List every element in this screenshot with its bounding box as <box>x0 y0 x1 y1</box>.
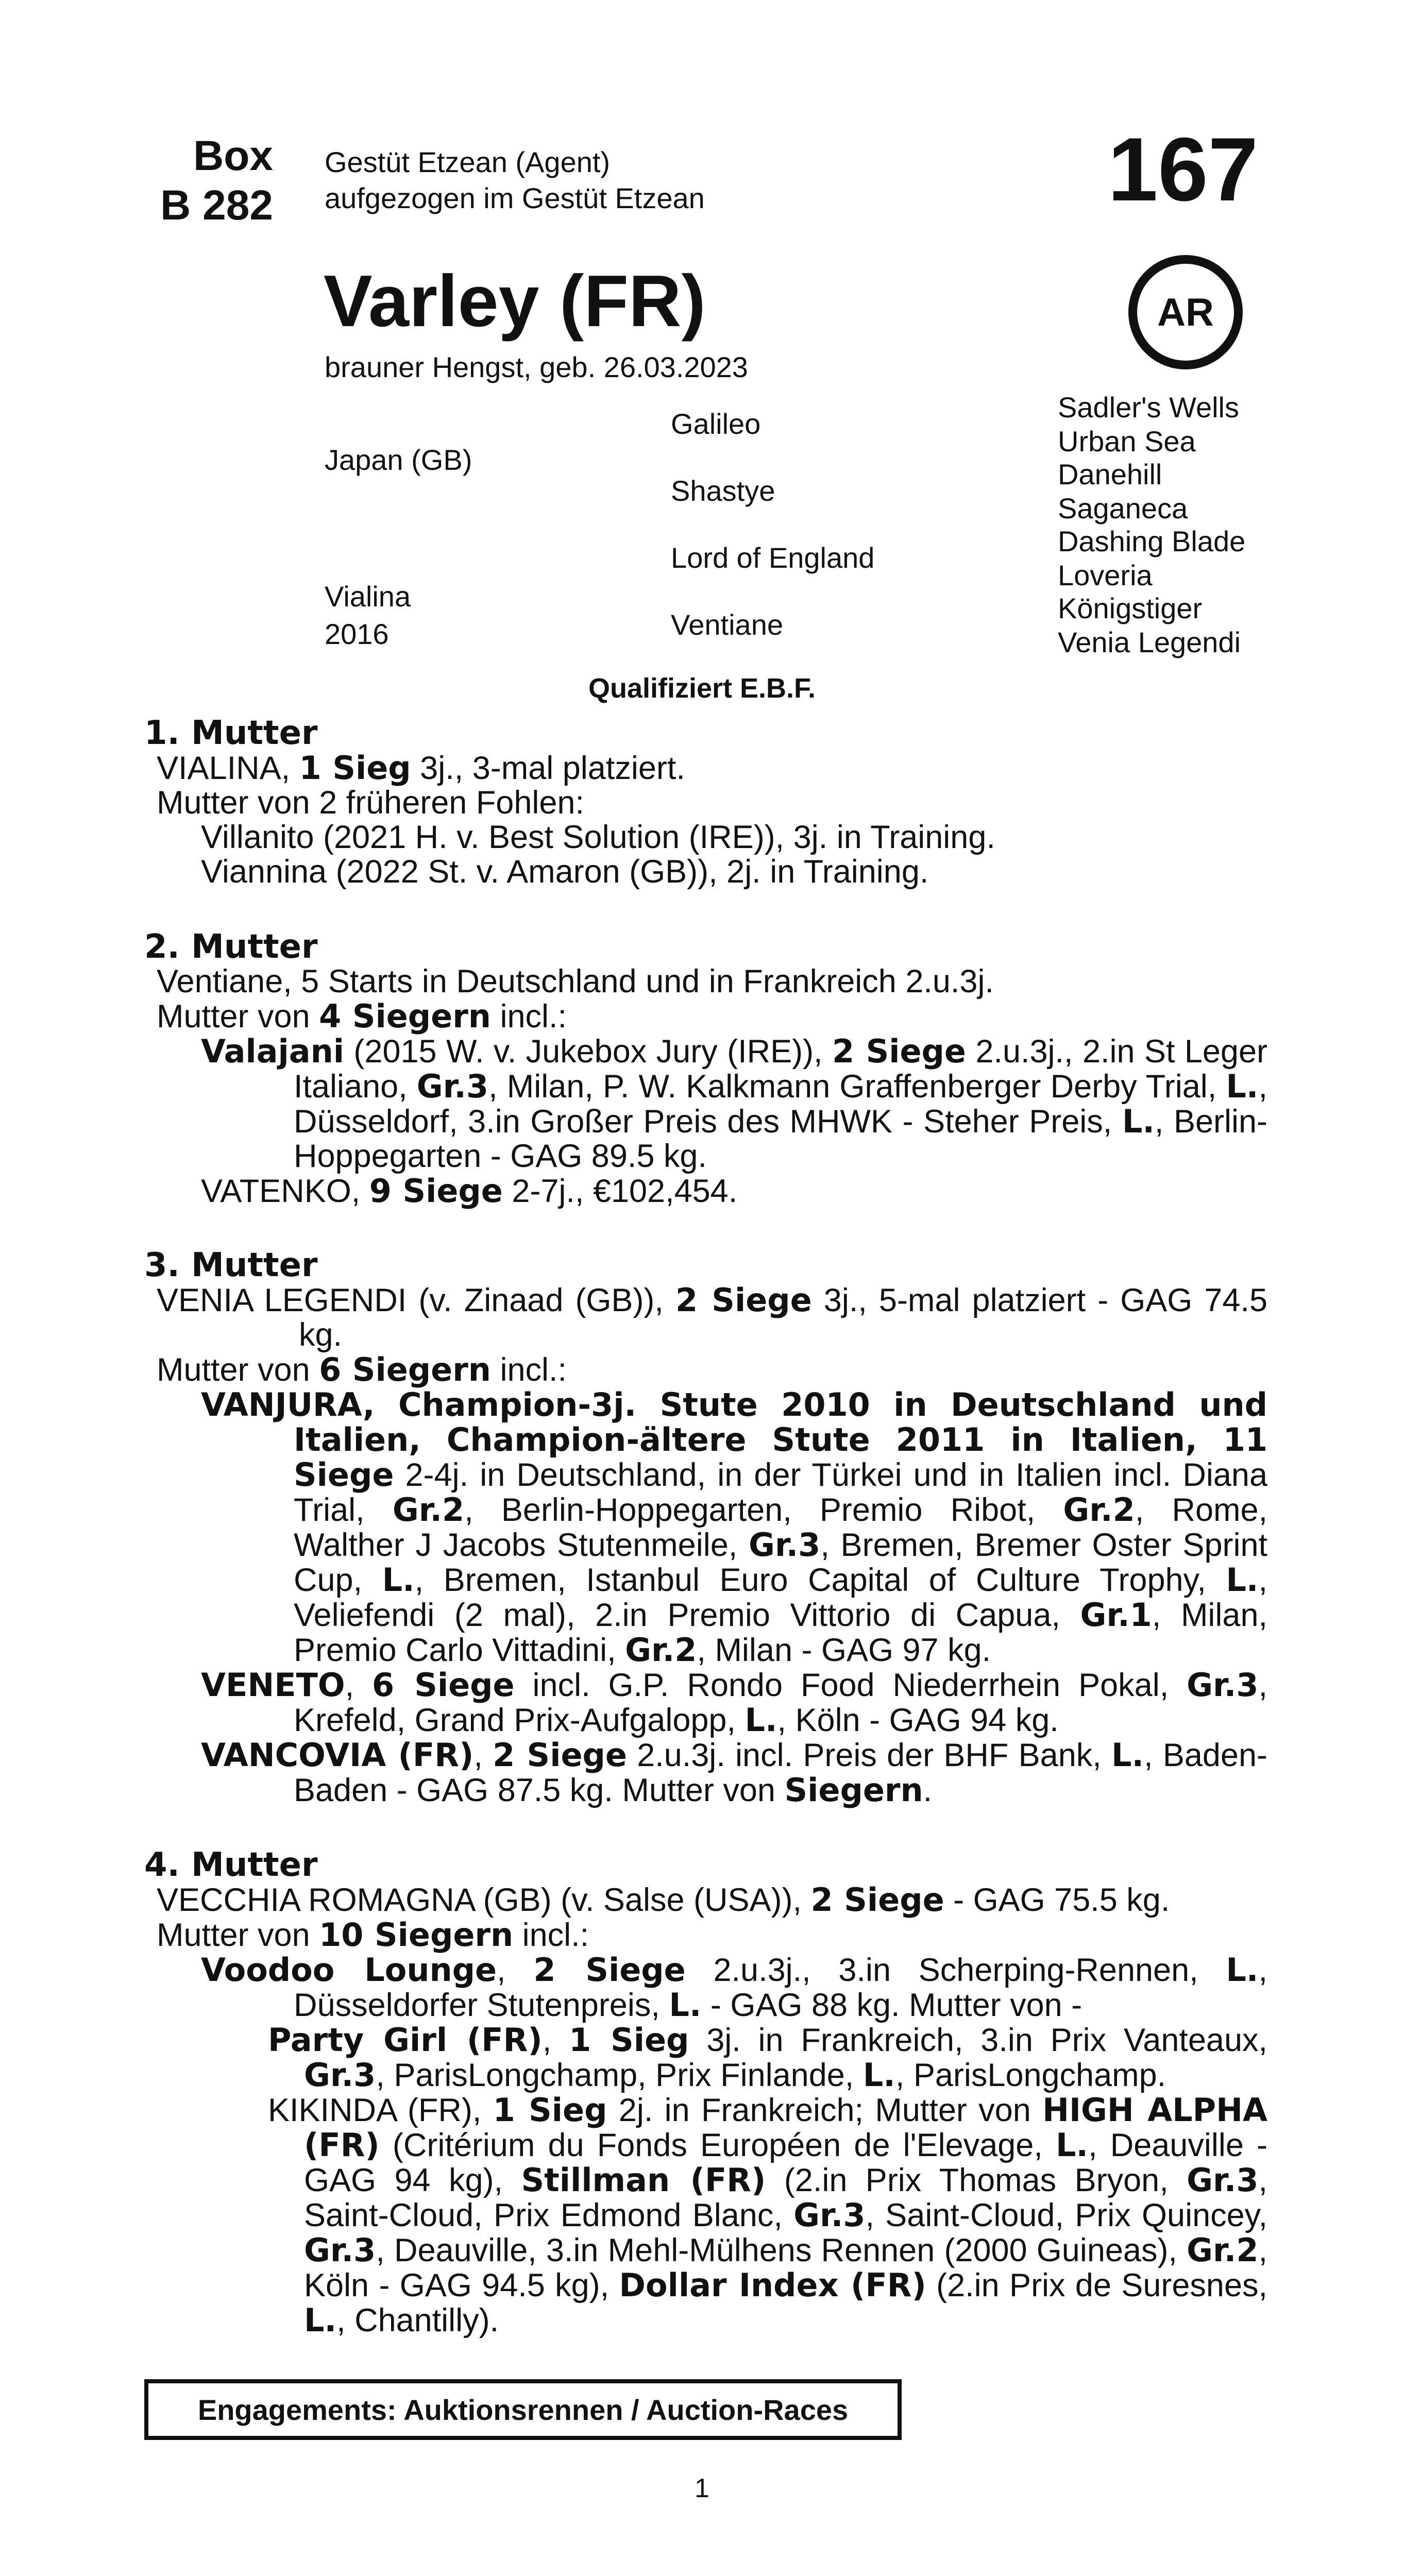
progeny-entry: VENETO, 6 Siege incl. G.P. Rondo Food Niederrhein Pokal, Gr.3, Krefeld, Grand Prix-Aufgalopp, L., Köln - GAG 94 kg. <box>201 1666 1267 1739</box>
box-number: B 282 <box>160 182 273 229</box>
dam-line: VENIA LEGENDI (v. Zinaad (GB)), 2 Siege 3j., 5-mal platziert - GAG 74.5 kg. <box>157 1281 1267 1353</box>
engagements-text: Engagements: Auktionsrennen / Auction-Races <box>197 2393 849 2426</box>
ar-badge <box>1128 255 1243 369</box>
raised-at: aufgezogen im Gestüt Etzean <box>325 182 705 214</box>
progeny-entry: Valajani (2015 W. v. Jukebox Jury (IRE)), 2 Siege 2.u.3j., 2.in St Leger Italiano, Gr.3, Milan, P. W. Kalkmann Graffenberger Derby Trial, L., Düsseldorf, 3.in Großer Preis des MHWK - Steher Preis, L., Berlin-Hoppegarten - GAG 89.5 kg. <box>201 1032 1267 1174</box>
foal-entry: Villanito (2021 H. v. Best Solution (IRE)), 3j. in Training. <box>201 819 995 855</box>
pedigree-gen3: Loveria <box>1058 559 1153 591</box>
pedigree-dam: Vialina <box>325 580 411 613</box>
pedigree-gen3: Königstiger <box>1058 592 1203 624</box>
pedigree-gen3: Venia Legendi <box>1058 626 1241 658</box>
winners-intro: Mutter von 10 Siegern incl.: <box>157 1916 589 1954</box>
pedigree-gen3: Danehill <box>1058 458 1162 490</box>
lot-number: 167 <box>1108 120 1258 220</box>
foal-entry: Viannina (2022 St. v. Amaron (GB)), 2j. in Training. <box>201 854 929 890</box>
pedigree-gen3: Dashing Blade <box>1058 525 1246 557</box>
qualification: Qualifiziert E.B.F. <box>588 673 816 704</box>
foals-intro: Mutter von 2 früheren Fohlen: <box>157 785 584 821</box>
progeny-entry: VANJURA, Champion-3j. Stute 2010 in Deutschland und Italien, Champion-ältere Stute 2011 in Italien, 11 Siege 2-4j. in Deutschland, in der Türkei und in Italien incl. Diana Trial, Gr.2, Berlin-Hoppegarten, Premio Ribot, Gr.2, Rome, Walther J Jacobs Stutenmeile, Gr.3, Bremen, Bremer Oster Sprint Cup, L., Bremen, Istanbul Euro Capital of Culture Trophy, L., Veliefendi (2 mal), 2.in Premio Vittorio di Capua, Gr.1, Milan, Premio Carlo Vittadini, Gr.2, Milan - GAG 97 kg. <box>201 1386 1268 1669</box>
consignor: Gestüt Etzean (Agent) <box>325 146 611 178</box>
section-title: 2. Mutter <box>144 928 318 966</box>
pedigree-dam-year: 2016 <box>325 618 389 650</box>
dam-line: Ventiane, 5 Starts in Deutschland und in Frankreich 2.u.3j. <box>157 963 994 999</box>
box-label-text: Box <box>193 132 273 179</box>
birth-info: brauner Hengst, geb. 26.03.2023 <box>325 351 748 383</box>
dam-line: VIALINA, 1 Sieg 3j., 3-mal platziert. <box>157 749 685 787</box>
horse-name: Varley (FR) <box>324 260 706 342</box>
box-label <box>129 131 273 230</box>
dam-line: VECCHIA ROMAGNA (GB) (v. Salse (USA)), 2 Siege - GAG 75.5 kg. <box>157 1881 1170 1919</box>
ar-badge-text: AR <box>1157 290 1214 334</box>
section-fourth-dam <box>144 1848 1267 2338</box>
pedigree-gen2: Galileo <box>671 408 761 440</box>
engagements-box <box>144 2379 902 2440</box>
section-second-dam <box>144 930 1267 1209</box>
section-first-dam <box>144 716 1267 889</box>
progeny-entry: Voodoo Lounge, 2 Siege 2.u.3j., 3.in Scherping-Rennen, L., Düsseldorfer Stutenpreis, L. - GAG 88 kg. Mutter von - <box>201 1951 1267 2024</box>
consignor-block <box>325 144 705 216</box>
progeny-entry: VANCOVIA (FR), 2 Siege 2.u.3j. incl. Preis der BHF Bank, L., Baden-Baden - GAG 87.5 kg. Mutter von Siegern. <box>201 1736 1267 1809</box>
pedigree-gen2: Ventiane <box>671 608 783 641</box>
pedigree-gen3: Urban Sea <box>1058 425 1196 457</box>
pedigree-sire: Japan (GB) <box>325 444 472 476</box>
section-title: 4. Mutter <box>144 1846 318 1884</box>
pedigree-gen2: Lord of England <box>671 541 875 574</box>
section-title: 3. Mutter <box>144 1246 318 1284</box>
grand-progeny-entry: Party Girl (FR), 1 Sieg 3j. in Frankreich, 3.in Prix Vanteaux, Gr.3, ParisLongchamp, Prix Finlande, L., ParisLongchamp. <box>268 2021 1267 2094</box>
pedigree-gen3: Saganeca <box>1058 492 1188 524</box>
section-third-dam <box>144 1248 1267 1808</box>
pedigree-gen3: Sadler's Wells <box>1058 391 1239 423</box>
winners-intro: Mutter von 4 Siegern incl.: <box>157 997 567 1035</box>
winners-intro: Mutter von 6 Siegern incl.: <box>157 1351 567 1388</box>
grand-progeny-entry: KIKINDA (FR), 1 Sieg 2j. in Frankreich; Mutter von HIGH ALPHA (FR) (Critérium du Fonds Européen de l'Elevage, L., Deauville - GAG 94 kg), Stillman (FR) (2.in Prix Thomas Bryon, Gr.3, Saint-Cloud, Prix Edmond Blanc, Gr.3, Saint-Cloud, Prix Quincey, Gr.3, Deauville, 3.in Mehl-Mülhens Rennen (2000 Guineas), Gr.2, Köln - GAG 94.5 kg), Dollar Index (FR) (2.in Prix de Suresnes, L., Chantilly). <box>268 2091 1267 2339</box>
section-title: 1. Mutter <box>144 714 318 752</box>
progeny-entry: VATENKO, 9 Siege 2-7j., €102,454. <box>201 1172 738 1210</box>
page-number: 1 <box>695 2473 709 2503</box>
pedigree-gen2: Shastye <box>671 474 775 507</box>
